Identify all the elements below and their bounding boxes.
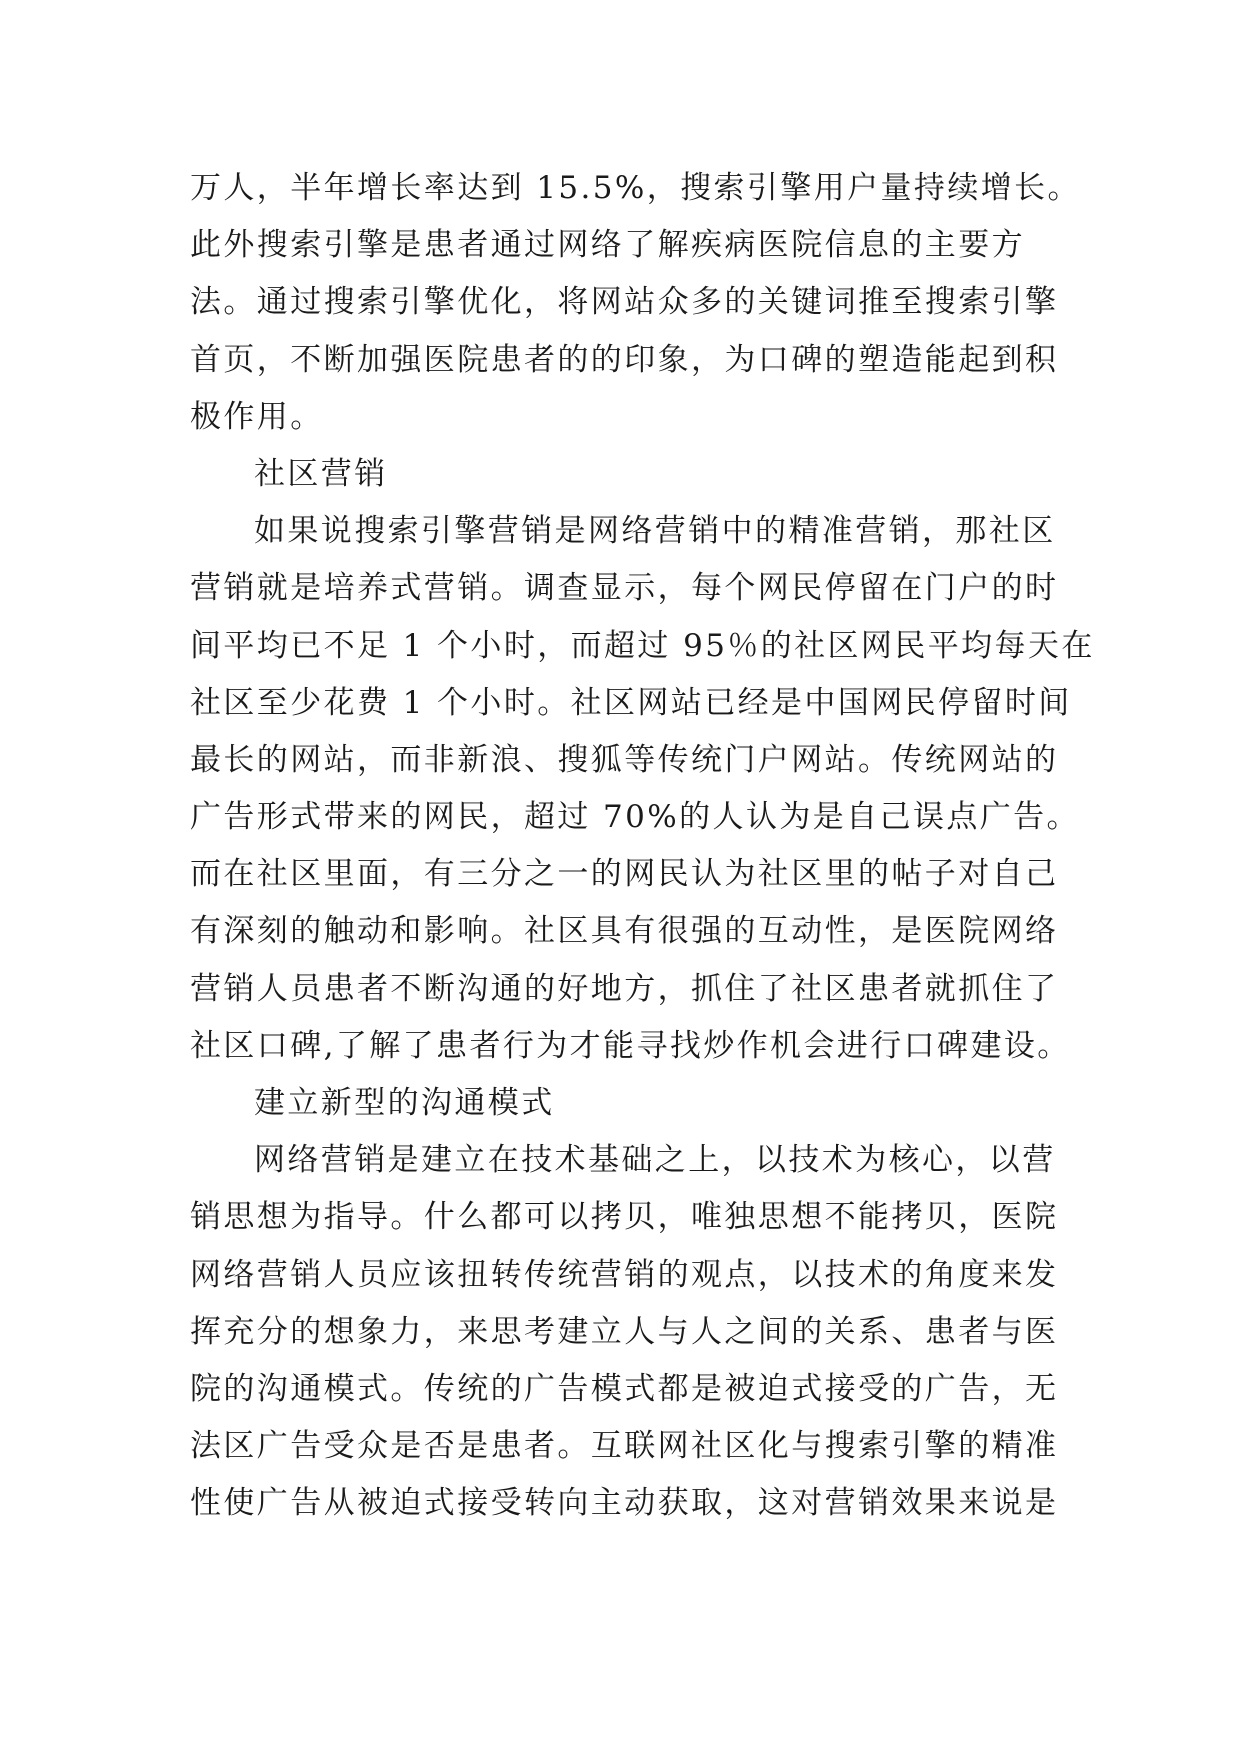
body-text <box>190 160 1095 1533</box>
text-line-14: 有深刻的触动和影响。社区具有很强的互动性，是医院网络 <box>190 913 1059 950</box>
section-heading-community-marketing: 社区营销 <box>254 455 388 492</box>
text-line-24: 性使广告从被迫式接受转向主动获取，这对营销效果来说是 <box>190 1485 1059 1522</box>
text-line-15: 营销人员患者不断沟通的好地方，抓住了社区患者就抓住了 <box>190 970 1059 1007</box>
text-line-16: 社区口碑,了解了患者行为才能寻找炒作机会进行口碑建设。 <box>190 1027 1071 1064</box>
text-line-13: 而在社区里面，有三分之一的网民认为社区里的帖子对自己 <box>190 856 1059 893</box>
text-line-22: 院的沟通模式。传统的广告模式都是被迫式接受的广告，无 <box>190 1370 1059 1407</box>
text-line-5: 极作用。 <box>190 398 324 435</box>
text-line-3: 法。通过搜索引擎优化，将网站众多的关键词推至搜索引擎 <box>190 284 1059 321</box>
text-line-2: 此外搜索引擎是患者通过网络了解疾病医院信息的主要方 <box>190 227 1025 264</box>
text-line-10: 社区至少花费 1 个小时。社区网站已经是中国网民停留时间 <box>190 684 1072 721</box>
text-line-11: 最长的网站，而非新浪、搜狐等传统门户网站。传统网站的 <box>190 741 1059 778</box>
text-line-4: 首页，不断加强医院患者的的印象，为口碑的塑造能起到积 <box>190 341 1059 378</box>
text-line-23: 法区广告受众是否是患者。互联网社区化与搜索引擎的精准 <box>190 1428 1059 1465</box>
text-line-20: 网络营销人员应该扭转传统营销的观点，以技术的角度来发 <box>190 1256 1059 1293</box>
text-line-9: 间平均已不足 1 个小时，而超过 95％的社区网民平均每天在 <box>190 627 1095 664</box>
text-line-1: 万人，半年增长率达到 15.5%，搜索引擎用户量持续增长。 <box>190 170 1081 206</box>
text-line-19: 销思想为指导。什么都可以拷贝，唯独思想不能拷贝，医院 <box>190 1199 1059 1236</box>
text-line-7: 如果说搜索引擎营销是网络营销中的精准营销，那社区 <box>254 513 1056 550</box>
text-line-18: 网络营销是建立在技术基础之上，以技术为核心，以营 <box>254 1142 1056 1179</box>
text-line-12: 广告形式带来的网民，超过 70%的人认为是自己误点广告。 <box>190 799 1080 836</box>
text-line-8: 营销就是培养式营销。调查显示，每个网民停留在门户的时 <box>190 570 1059 607</box>
section-heading-new-communication-mode: 建立新型的沟通模式 <box>254 1085 555 1121</box>
text-line-21: 挥充分的想象力，来思考建立人与人之间的关系、患者与医 <box>190 1313 1059 1350</box>
